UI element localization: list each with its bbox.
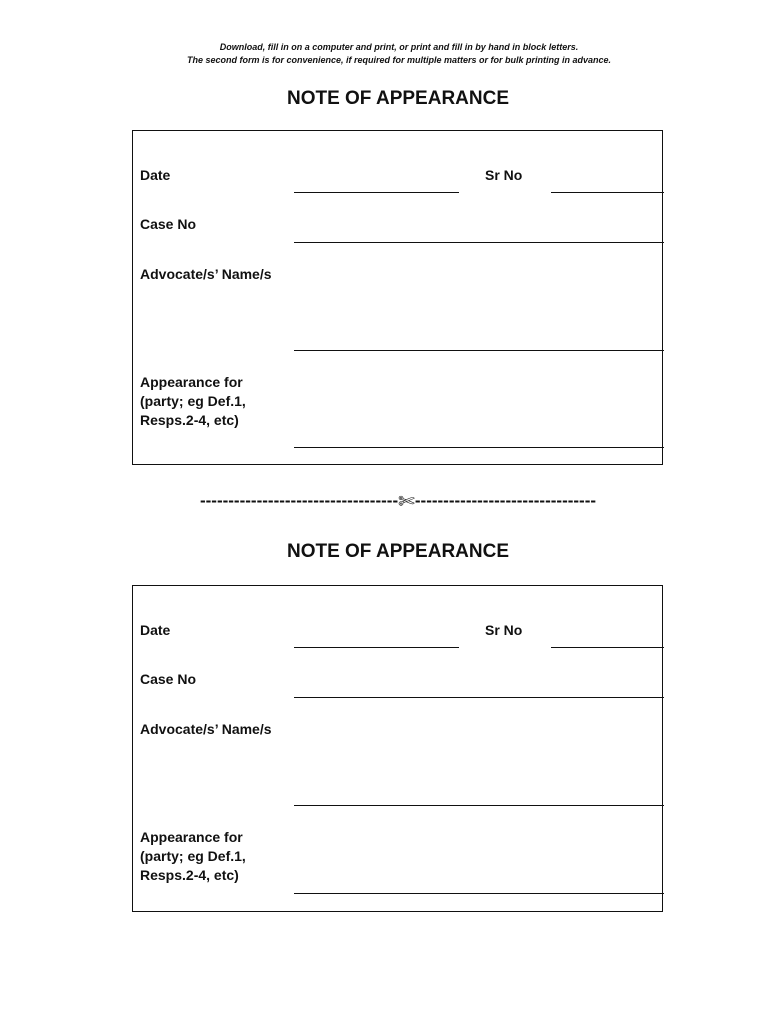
form-2-sr-no-field[interactable]: [551, 647, 664, 648]
form-2-date-field[interactable]: [294, 647, 459, 648]
form-1-case-no-field[interactable]: [294, 242, 664, 243]
form-1-date-field[interactable]: [294, 192, 459, 193]
form-2-case-no-field[interactable]: [294, 697, 664, 698]
form-1-advocate-label: Advocate/s’ Name/s: [140, 266, 272, 282]
instructions-line-2: The second form is for convenience, if required for multiple matters or for bulk printing in advance.: [186, 55, 612, 65]
scissors-icon: ✄: [398, 491, 415, 513]
form-2-advocate-field[interactable]: [294, 805, 664, 806]
form-1-title: NOTE OF APPEARANCE: [286, 88, 510, 109]
form-1-appearance-label-line-1: Appearance for: [140, 374, 243, 390]
form-2-title: NOTE OF APPEARANCE: [286, 541, 510, 562]
form-2-appearance-label-line-3: Resps.2-4, etc): [140, 867, 239, 883]
form-1-appearance-label: [140, 373, 246, 430]
form-1-date-label: Date: [140, 167, 171, 183]
form-1-case-no-label: Case No: [140, 216, 197, 232]
cut-line: [0, 489, 768, 514]
form-2-appearance-label-line-2: (party; eg Def.1,: [140, 848, 246, 864]
form-2-sr-no-label: Sr No: [485, 622, 523, 638]
form-1-appearance-label-line-2: (party; eg Def.1,: [140, 393, 246, 409]
form-2-appearance-field[interactable]: [294, 893, 664, 894]
form-2-box: [132, 585, 663, 912]
form-2-appearance-label: [140, 828, 246, 885]
form-1-box: [132, 130, 663, 465]
form-2-case-no-label: Case No: [140, 671, 197, 687]
form-2-advocate-label: Advocate/s’ Name/s: [140, 721, 272, 737]
form-2-appearance-label-line-1: Appearance for: [140, 829, 243, 845]
form-1-appearance-label-line-3: Resps.2-4, etc): [140, 412, 239, 428]
form-1-advocate-field[interactable]: [294, 350, 664, 351]
form-1-appearance-field[interactable]: [294, 447, 664, 448]
form-1-sr-no-label: Sr No: [485, 167, 523, 183]
instructions-text: [0, 41, 768, 67]
form-1-sr-no-field[interactable]: [551, 192, 664, 193]
instructions-line-1: Download, fill in on a computer and print, or print and fill in by hand in block letters.: [219, 42, 579, 52]
cut-line-right-dashes: --------------------------------: [414, 491, 597, 510]
cut-line-left-dashes: -----------------------------------: [199, 491, 399, 510]
form-2-date-label: Date: [140, 622, 171, 638]
